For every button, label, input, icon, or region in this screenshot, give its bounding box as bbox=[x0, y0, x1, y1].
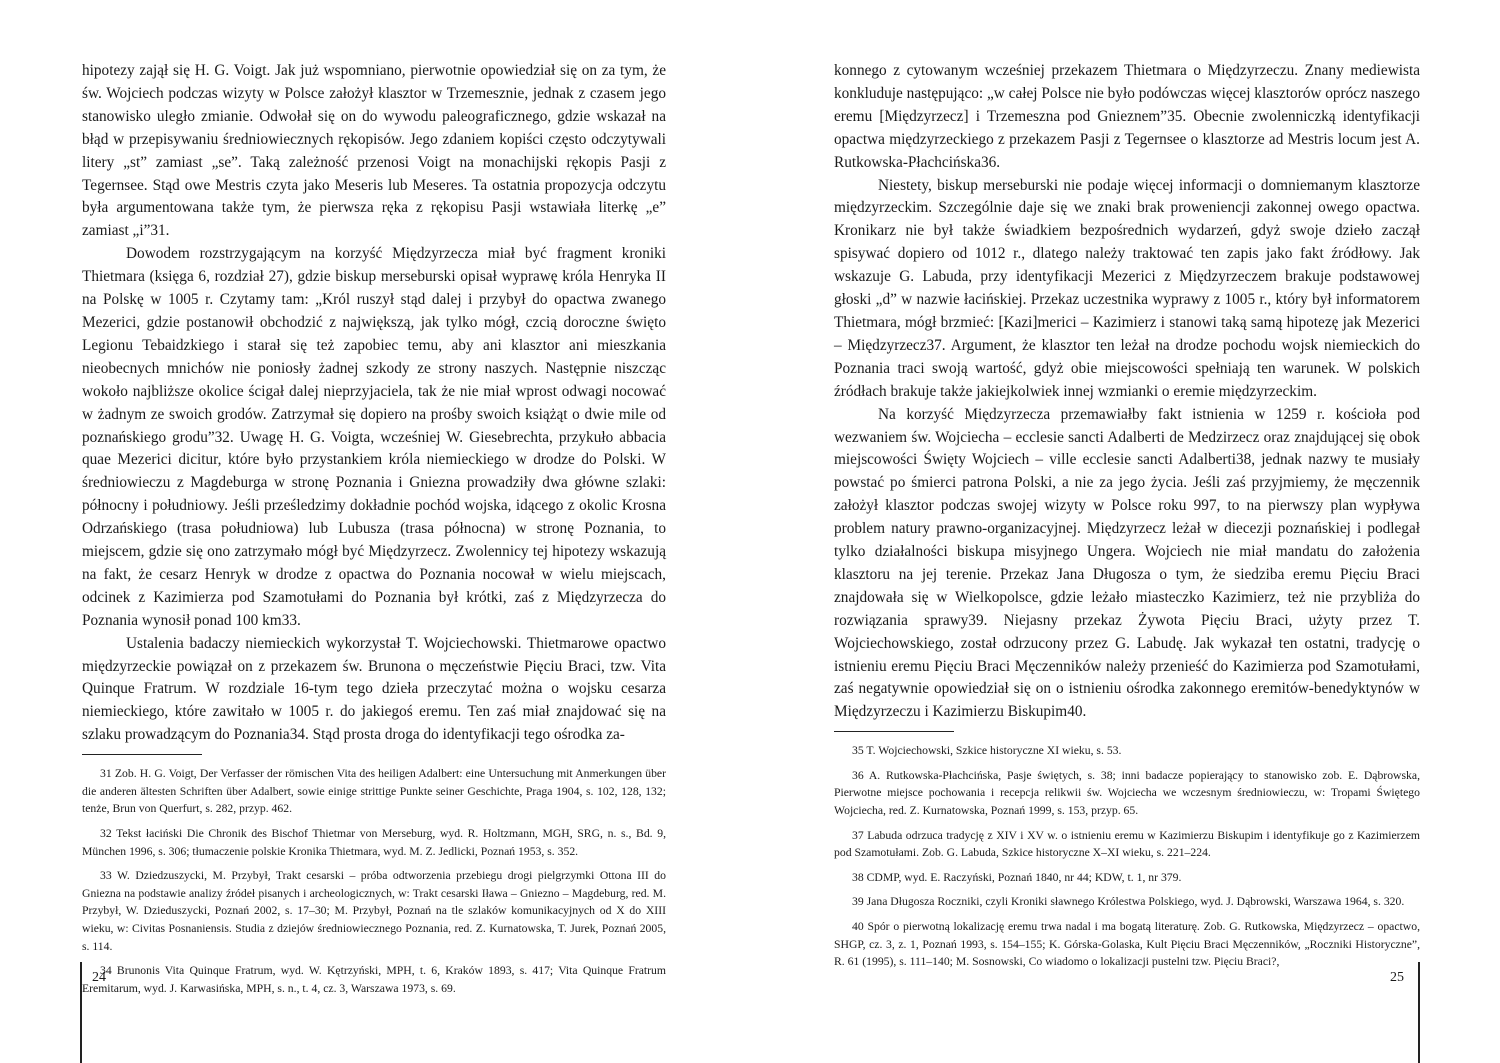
footnote: 33 W. Dziedzuszycki, M. Przybył, Trakt cesarski – próba odtworzenia przebiegu drogi pielgrzymki Ottona III do Gniezna na podstawie analizy źródeł pisanych i archeologicznych, w: Trakt cesarski Iława – Gniezno – Magdeburg, red. M. Przybył, W. Dzieduszycki, Poznań 2002, s. 17–30; M. Przybył, Poznań na tle szlaków komunikacyjnych od X do XIII wieku, w: Civitas Posnaniensis. Studia z dziejów średniowiecznego Poznania, red. Z. Kurnatowska, T. Jurek, Poznań 2005, s. 114. bbox=[82, 869, 666, 953]
footnote: 40 Spór o pierwotną lokalizację eremu trwa nadal i ma bogatą literaturę. Zob. G. Rutkowska, Międzyrzecz – opactwo, SHGP, cz. 3, z. 1, Poznań 1993, s. 154–155; K. Górska-Golaska, Kult Pięciu Braci Męczenników, „Roczniki Historyczne”, R. 61 (1995), s. 111–140; M. Sosnowski, Co wiadomo o lokalizacji pustelni tzw. Pięciu Braci?, bbox=[834, 920, 1420, 969]
footnote-divider bbox=[834, 731, 954, 732]
paragraph: Na korzyść Międzyrzecza przemawiałby fakt istnienia w 1259 r. kościoła pod wezwaniem św. Wojciecha – ecclesie sancti Adalberti de Medzirzecz oraz znajdującej się obok miejscowości Święty Wojciech – ville ecclesie sancti Adalberti38, jednak nazwy te musiały powstać po śmierci patrona Polski, a nie za jego życia. Jeśli zaś przyjmiemy, że męczennik założył klasztor podczas swojej wizyty w Polsce roku 997, to na pierwszy plan wypływa problem natury prawno-organizacyjnej. Międzyrzecz leżał w diecezji poznańskiej i podlegał tylko działalności biskupa misyjnego Ungera. Wojciech nie miał mandatu do założenia klasztoru na jej terenie. Przekaz Jana Długosza o tym, że siedziba eremu Pięciu Braci znajdowała się w Wielkopolsce, gdzie leżało miasteczko Kazimierz, też nie przybliża do rozwiązania sprawy39. Niejasny przekaz Żywota Pięciu Braci, użyty przez T. Wojciechowskiego, został odrzucony przez G. Labudę. Jak wykazał ten ostatni, tradycję o istnieniu eremu Pięciu Braci Męczenników należy przenieść do Kazimierza pod Szamotułami, zaś negatywnie opowiedział się on o istnieniu ośrodka zakonnego eremitów-benedyktynów w Międzyrzeczu i Kazimierzu Biskupim40. bbox=[834, 405, 1420, 721]
page-number: 24 bbox=[92, 970, 106, 985]
footnote-divider bbox=[82, 754, 202, 755]
footnote: 34 Brunonis Vita Quinque Fratrum, wyd. W. Kętrzyński, MPH, t. 6, Kraków 1893, s. 417; Vita Quinque Fratrum Eremitarum, wyd. J. Karwasińska, MPH, s. n., t. 4, cz. 3, Warszawa 1973, s. 69. bbox=[82, 964, 666, 995]
paragraph: hipotezy zajął się H. G. Voigt. Jak już wspomniano, pierwotnie opowiedział się on za tym, że św. Wojciech podczas wizyty w Polsce założył klasztor w Trzemesznie, jednak z czasem jego stanowisko uległo zmianie. Odwołał się on do wywodu paleograficznego, gdzie wskazał na błąd w przepisywaniu średniowiecznych rękopisów. Jego zdaniem kopiści często odczytywali litery „st” zamiast „se”. Taką zależność przenosi Voigt na monachijski rękopis Pasji z Tegernsee. Stąd owe Mestris czyta jako Meseris lub Meseres. Ta ostatnia propozycja odczytu była argumentowana także tym, że pierwsza ręka z rękopisu Pasji wstawiała literkę „e” zamiast „i”31. bbox=[82, 62, 666, 240]
footnote: 39 Jana Długosza Roczniki, czyli Kroniki sławnego Królestwa Polskiego, wyd. J. Dąbrowski, Warszawa 1964, s. 320. bbox=[852, 895, 1405, 909]
right-page bbox=[834, 60, 1420, 978]
right-margin-rule bbox=[1418, 962, 1420, 1063]
footnote: 31 Zob. H. G. Voigt, Der Verfasser der römischen Vita des heiligen Adalbert: eine Untersuchung mit Anmerkungen über die anderen ältesten Schriften über Adalbert, sowie einige strittige Punkte seiner Geschichte, Praga 1904, s. 102, 128, 132; tenże, Brun von Querfurt, s. 282, przyp. 462. bbox=[82, 767, 666, 816]
footnote: 36 A. Rutkowska-Płachcińska, Pasje świętych, s. 38; inni badacze popierający to stanowisko zob. E. Dąbrowska, Pierwotne miejsce pochowania i recepcja relikwii św. Wojciecha we wczesnym średniowieczu, w: Tropami Świętego Wojciecha, red. Z. Kurnatowska, Poznań 1999, s. 153, przyp. 65. bbox=[834, 768, 1420, 818]
right-body bbox=[834, 60, 1420, 724]
footnote: 35 T. Wojciechowski, Szkice historyczne XI wieku, s. 53. bbox=[852, 744, 1122, 758]
page-number: 25 bbox=[1390, 970, 1404, 985]
paragraph: Ustalenia badaczy niemieckich wykorzystał T. Wojciechowski. Thietmarowe opactwo międzyrzeckie powiązał on z przekazem św. Brunona o męczeństwie Pięciu Braci, tzw. Vita Quinque Fratrum. W rozdziale 16-tym tego dzieła przeczytać można o wojsku cesarza niemieckiego, które zawitało w 1005 r. do jakiegoś eremu. Ten zaś miał znajdować się na szlaku prowadzącym do Poznania34. Stąd prosta droga do identyfikacji tego ośrodka za- bbox=[82, 634, 666, 744]
left-page bbox=[82, 60, 666, 1004]
left-body bbox=[82, 60, 666, 747]
paragraph: Dowodem rozstrzygającym na korzyść Międzyrzecza miał być fragment kroniki Thietmara (księga 6, rozdział 27), gdzie biskup merseburski opisał wyprawę króla Henryka II na Polskę w 1005 r. Czytamy tam: „Król ruszył stąd dalej i przybył do opactwa zwanego Mezerici, gdzie postanowił obchodzić z największą, jak tylko mógł, czcią doroczne święto Legionu Tebaidzkiego i starał się też zapobiec temu, aby ani klasztor ani mieszkania nieobecnych mnichów nie poniosły żadnej szkody ze strony naszych. Następnie niszcząc wokoło najbliższe okolice ścigał dalej nieprzyjaciela, tak że nie miał wprost odwagi nocować w żadnym ze swoich grodów. Zatrzymał się dopiero na prośby swoich książąt o dwie mile od poznańskiego grodu”32. Uwagę H. G. Voigta, wcześniej W. Giesebrechta, przykuło abbacia quae Mezerici dicitur, które było przystankiem króla niemieckiego w drodze do Polski. W średniowieczu z Magdeburga w stronę Poznania i Gniezna prowadziły dwa główne szlaki: północny i południowy. Jeśli prześledzimy dokładnie pochód wojska, idącego z okolic Krosna Odrzańskiego (trasa południowa) lub Lubusza (trasa północna) w stronę Poznania, to miejscem, gdzie się ono zatrzymało mógł być Międzyrzecz. Zwolennicy tej hipotezy wskazują na fakt, że cesarz Henryk w drodze z opactwa do Poznania nocował w wielu miejscach, odcinek z Kazimierza pod Szamotułami do Poznania był krótki, zaś z Międzyrzecza do Poznania wynosił ponad 100 km33. bbox=[82, 245, 666, 629]
footnote: 38 CDMP, wyd. E. Raczyński, Poznań 1840, nr 44; KDW, t. 1, nr 379. bbox=[852, 870, 1182, 884]
paragraph: konnego z cytowanym wcześniej przekazem Thietmara o Międzyrzeczu. Znany mediewista konkluduje następująco: „w całej Polsce nie było podówczas więcej klasztorów oprócz naszego eremu [Międzyrzecz] i Trzemeszna pod Gnieznem”35. Obecnie zwolenniczką identyfikacji opactwa międzyrzeckiego z przekazem Pasji z Tegernsee o klasztorze ad Mestris locum jest A. Rutkowska-Płachcińska36. bbox=[834, 62, 1420, 171]
footnote: 32 Tekst łaciński Die Chronik des Bischof Thietmar von Merseburg, wyd. R. Holtzmann, MGH, SRG, n. s., Bd. 9, München 1996, s. 306; tłumaczenie polskie Kronika Thietmara, wyd. M. Z. Jedlicki, Poznań 1953, s. 352. bbox=[82, 826, 666, 858]
paragraph: Niestety, biskup merseburski nie podaje więcej informacji o domniemanym klasztorze międzyrzeckim. Szczególnie daje się we znaki brak proweniencji zakonnej owego opactwa. Kronikarz nie był także świadkiem bezpośrednich wydarzeń, gdyż swoje dzieło zaczął spisywać dopiero od 1012 r., dlatego należy traktować ten zapis jako fakt źródłowy. Jak wskazuje G. Labuda, przy identyfikacji Mezerici z Międzyrzeczem brakuje podstawowej głoski „d” w nazwie łacińskiej. Przekaz uczestnika wyprawy z 1005 r., który był informatorem Thietmara, mógł brzmieć: [Kazi]merici – Kazimierz i stanowi taką samą hipotezę jak Mezerici – Międzyrzecz37. Argument, że klasztor ten leżał na drodze pochodu wojsk niemieckich do Poznania traci swoją wartość, gdyż obie miejscowości spełniają ten warunek. W polskich źródłach brakuje także jakiejkolwiek innej wzmianki o eremie międzyrzeckim. bbox=[834, 176, 1420, 400]
right-footnotes bbox=[834, 742, 1420, 971]
footnote: 37 Labuda odrzuca tradycję z XIV i XV w. o istnieniu eremu w Kazimierzu Biskupim i identyfikuje go z Kazimierzem pod Szamotułami. Zob. G. Labuda, Szkice historyczne X–XI wieku, s. 221–224. bbox=[834, 828, 1420, 860]
left-footnotes bbox=[82, 765, 666, 997]
left-margin-rule bbox=[80, 962, 82, 1063]
